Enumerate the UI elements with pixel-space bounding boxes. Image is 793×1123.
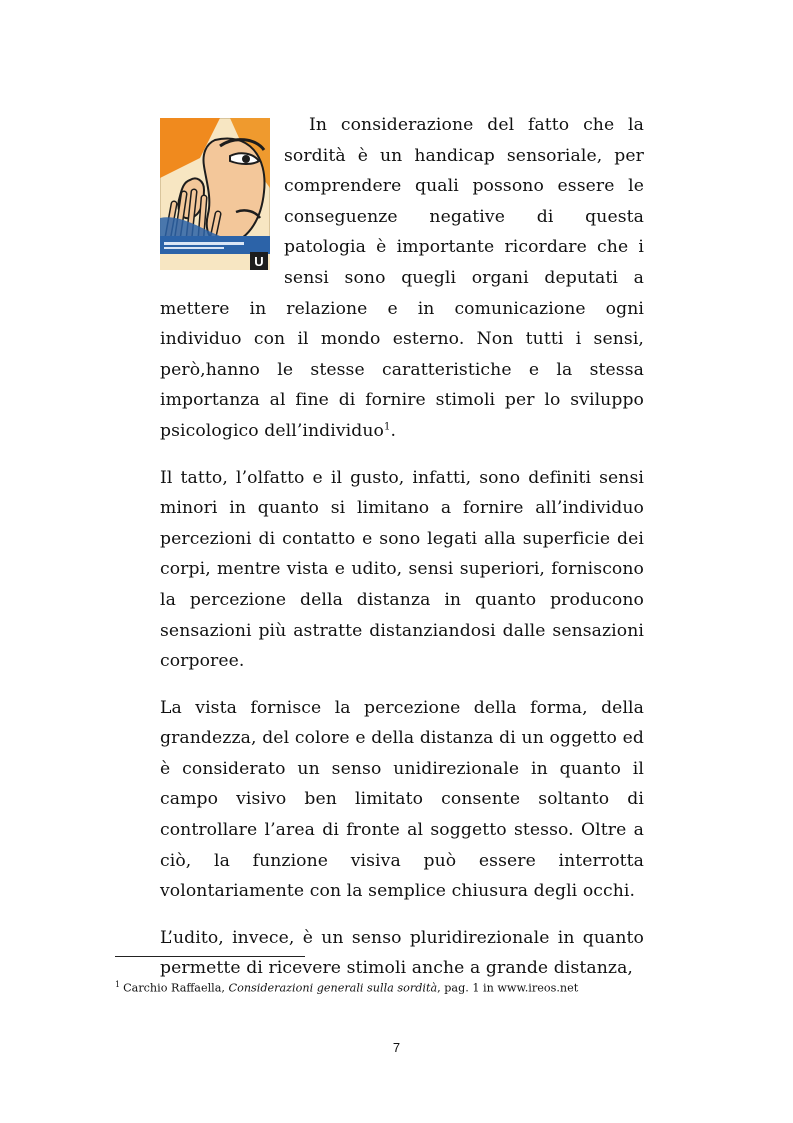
footnote	[115, 977, 675, 997]
footnote-separator	[115, 956, 305, 957]
footnote-mark: 1	[115, 980, 121, 989]
footnote-rest: , pag. 1 in www.ireos.net	[437, 981, 579, 995]
page-number: 7	[392, 1040, 401, 1055]
book-cover-illustration	[160, 118, 270, 270]
body-text	[160, 110, 644, 1000]
footnote-title: Considerazioni generali sulla sordità	[228, 981, 438, 995]
footnote-author: Carchio Raffaella,	[123, 981, 225, 995]
paragraph-1-text: In considerazione del fatto che la sordità è un handicap sensoriale, per comprendere quali possono essere le conseguenze negative di questa patologia è importante ricordare che i sensi sono quegli organi deputati a mettere in relazione e in comunicazione ogni individuo con il mondo esterno. Non tutti i sensi, però,hanno le stesse caratteristiche e la stessa importanza al fine di fornire stimoli per lo sviluppo psicologico dell’individuo	[160, 115, 644, 441]
cover-badge: U	[254, 254, 264, 269]
footnote-reference[interactable]: 1	[384, 421, 391, 433]
paragraph-1-end: .	[390, 420, 397, 441]
paragraph-1	[160, 110, 644, 447]
paragraph-4: L’udito, invece, è un senso pluridirezionale in quanto permette di ricevere stimoli anche a grande distanza,	[160, 927, 644, 979]
paragraph-3: La vista fornisce la percezione della forma, della grandezza, del colore e della distanza di un oggetto ed è considerato un senso unidirezionale in quanto il campo visivo ben limitato consente soltanto di controllare l’area di fronte al soggetto stesso. Oltre a ciò, la funzione visiva può essere interrotta volontariamente con la semplice chiusura degli occhi.	[160, 697, 644, 902]
paragraph-2: Il tatto, l’olfatto e il gusto, infatti, sono definiti sensi minori in quanto si limitano a fornire all’individuo percezioni di contatto e sono legati alla superficie dei corpi, mentre vista e udito, sensi superiori, forniscono la percezione della distanza in quanto producono sensazioni più astratte distanziandosi dalle sensazioni corporee.	[160, 467, 644, 672]
